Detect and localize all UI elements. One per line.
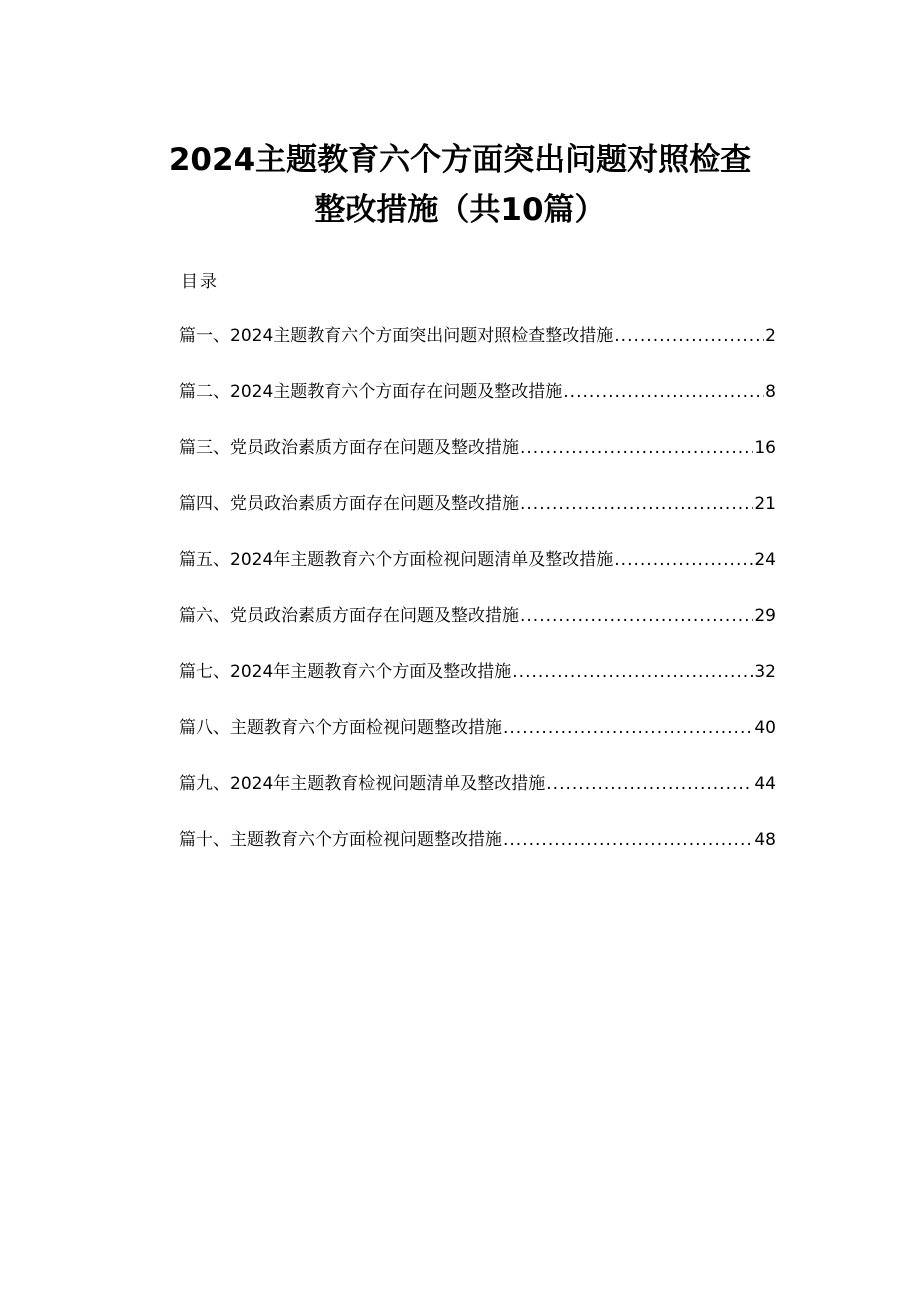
toc-entry-title: 篇九、2024年主题教育检视问题清单及整改措施 [179,774,546,794]
toc-entry-title: 篇四、党员政治素质方面存在问题及整改措施 [179,494,519,514]
toc-entry[interactable] [179,602,776,658]
toc-page-number: 16 [754,438,776,458]
toc-dot-leader [563,378,764,406]
toc-entry[interactable] [179,546,776,602]
toc-page-number: 48 [754,830,776,850]
toc-entry-title: 篇三、党员政治素质方面存在问题及整改措施 [179,438,519,458]
toc-entry-title: 篇十、主题教育六个方面检视问题整改措施 [179,830,502,850]
toc-dot-leader [503,714,753,742]
toc-entry[interactable] [179,770,776,826]
toc-entry[interactable] [179,658,776,714]
document-title-line-2: 整改措施（共10篇） [314,192,606,228]
toc-entry[interactable] [179,378,776,434]
toc-entry-title: 篇五、2024年主题教育六个方面检视问题清单及整改措施 [179,550,614,570]
toc-page-number: 32 [754,662,776,682]
toc-page-number: 8 [765,382,776,402]
toc-dot-leader [520,490,753,518]
toc-dot-leader [520,434,753,462]
toc-entry[interactable] [179,490,776,546]
toc-entry-title: 篇七、2024年主题教育六个方面及整改措施 [179,662,512,682]
toc-dot-leader [503,826,753,854]
toc-entry-title: 篇一、2024主题教育六个方面突出问题对照检查整改措施 [179,326,614,346]
toc-page-number: 40 [754,718,776,738]
table-of-contents [179,322,776,882]
toc-dot-leader [546,770,753,798]
toc-page-number: 2 [765,326,776,346]
toc-entry-title: 篇六、党员政治素质方面存在问题及整改措施 [179,606,519,626]
toc-page-number: 44 [754,774,776,794]
toc-entry-title: 篇八、主题教育六个方面检视问题整改措施 [179,718,502,738]
toc-dot-leader [614,546,753,574]
toc-entry[interactable] [179,826,776,882]
toc-entry[interactable] [179,322,776,378]
document-title-line-1: 2024主题教育六个方面突出问题对照检查 [168,142,752,178]
toc-dot-leader [512,658,753,686]
toc-dot-leader [614,322,764,350]
toc-dot-leader [520,602,753,630]
toc-page-number: 29 [754,606,776,626]
toc-page-number: 21 [754,494,776,514]
toc-page-number: 24 [754,550,776,570]
toc-heading: 目录 [181,272,219,292]
toc-entry[interactable] [179,714,776,770]
toc-entry-title: 篇二、2024主题教育六个方面存在问题及整改措施 [179,382,563,402]
toc-entry[interactable] [179,434,776,490]
